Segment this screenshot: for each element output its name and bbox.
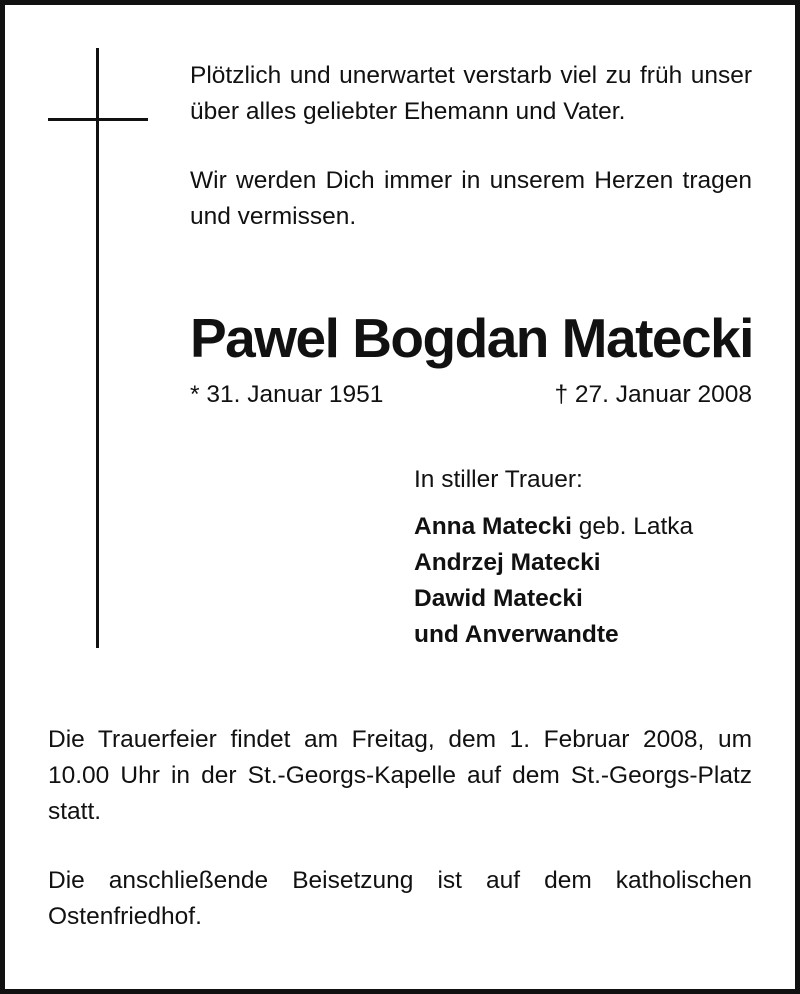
mourner-entry (414, 581, 754, 617)
mourner-entry (414, 617, 754, 653)
mourner-name: und Anverwandte (414, 621, 619, 648)
mourner-entry (414, 545, 754, 581)
intro-paragraph: Wir werden Dich immer in unserem Herzen tragen und vermissen. (190, 167, 752, 230)
mourner-entry (414, 509, 754, 545)
mourner-name: Anna Matecki (414, 513, 572, 540)
mourner-suffix: geb. Latka (571, 513, 694, 540)
burial-info: Die anschließende Beisetzung ist auf dem katholischen Ostenfriedhof. (48, 867, 752, 930)
death-date: † 27. Januar 2008 (554, 381, 752, 408)
funeral-info: Die Trauerfeier findet am Freitag, dem 1. Februar 2008, um 10.00 Uhr in der St.-Georgs-Kapelle auf dem St.-Georgs-Platz statt. (48, 726, 752, 825)
birth-date: * 31. Januar 1951 (190, 381, 384, 408)
deceased-name: Pawel Bogdan Matecki (190, 307, 753, 369)
mourner-name: Andrzej Matecki (414, 549, 601, 576)
cross-horizontal-bar (48, 118, 148, 121)
mourners-block (414, 462, 754, 653)
mourners-heading: In stiller Trauer: (414, 466, 583, 493)
intro-paragraph: Plötzlich und unerwartet verstarb viel zu früh unser über alles geliebter Ehemann und Vater. (190, 62, 752, 125)
intro-text (190, 58, 752, 235)
cross-vertical-bar (96, 48, 99, 648)
service-details (48, 722, 752, 935)
life-dates (190, 377, 752, 413)
mourner-name: Dawid Matecki (414, 585, 583, 612)
